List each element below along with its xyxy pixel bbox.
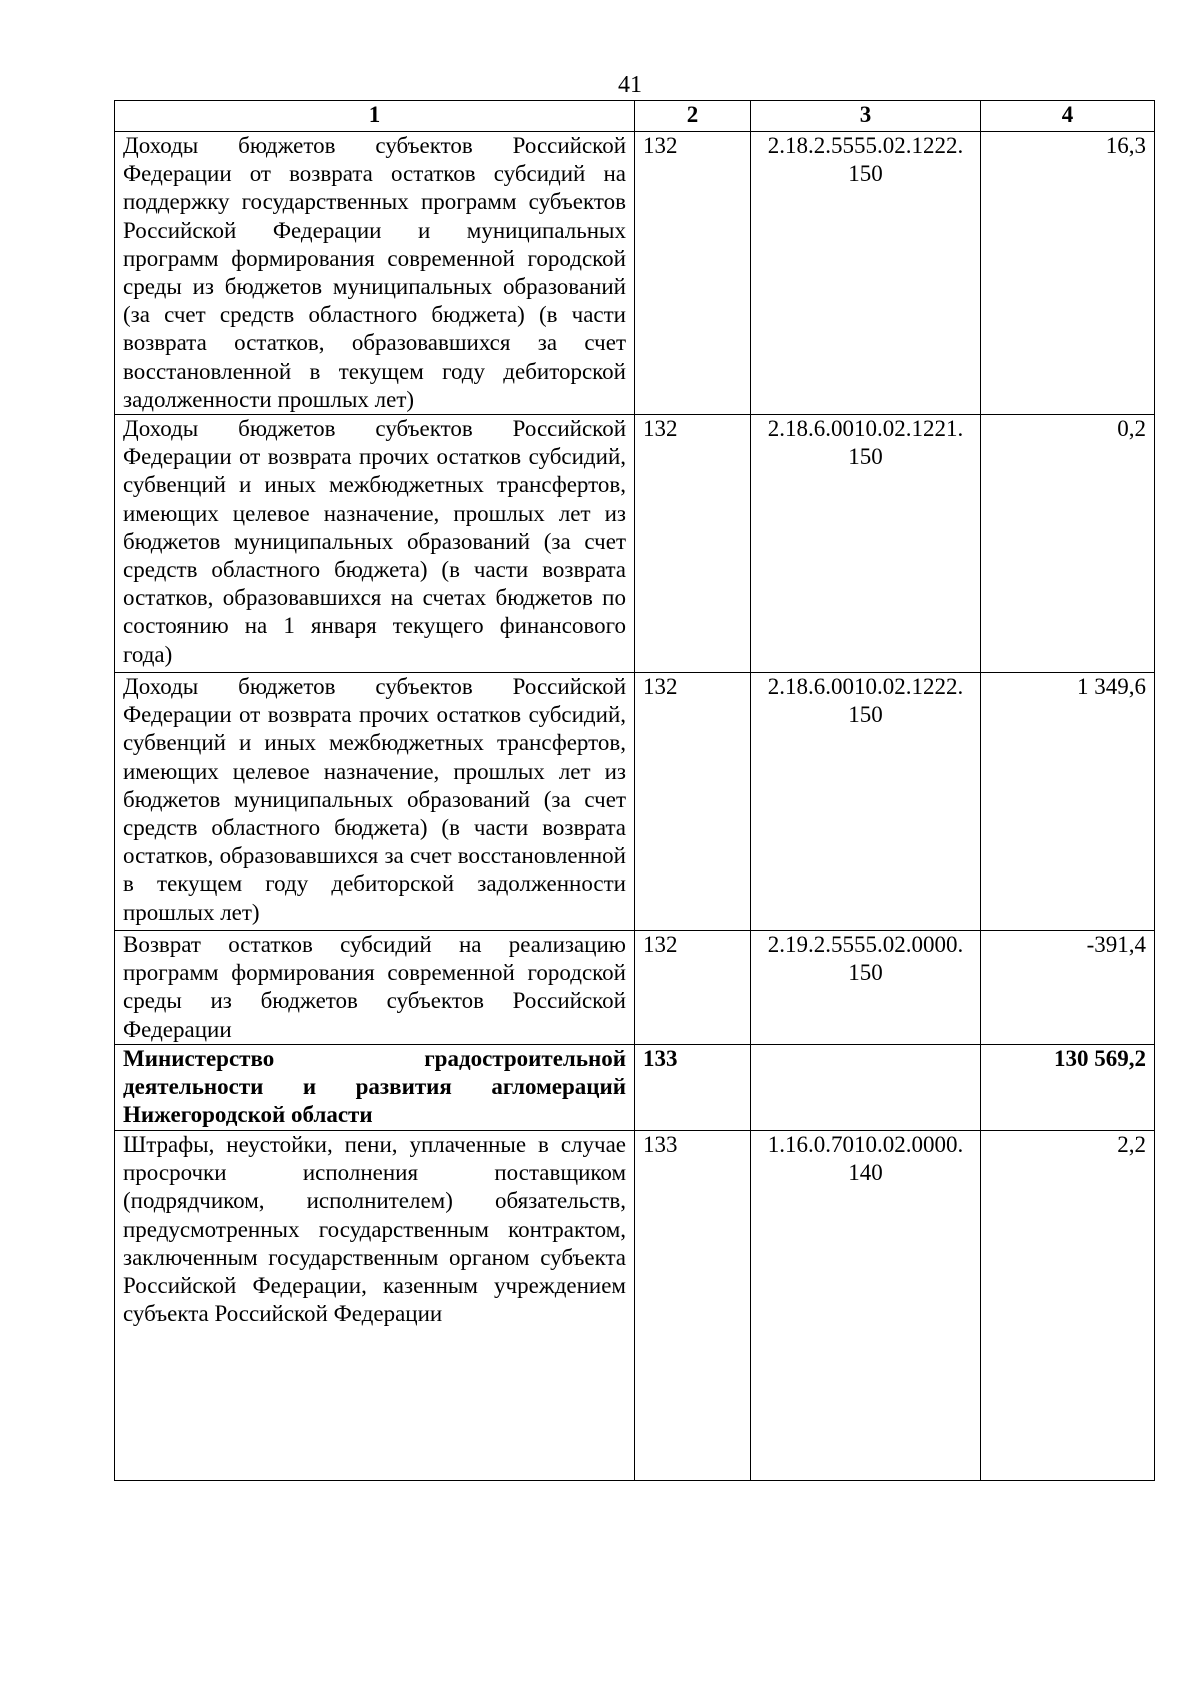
- row-amount: -391,4: [981, 931, 1155, 1045]
- row-admin-code: 133: [635, 1131, 751, 1481]
- row-amount: 0,2: [981, 415, 1155, 673]
- row-classification-code: [751, 673, 981, 931]
- row-classification-code: [751, 1045, 981, 1131]
- row-classification-code: [751, 931, 981, 1045]
- code-line-2: 140: [848, 1160, 883, 1186]
- row-amount: 130 569,2: [981, 1045, 1155, 1131]
- row-amount: 16,3: [981, 132, 1155, 415]
- column-header-1: 1: [115, 101, 635, 132]
- code-line-2: 150: [848, 161, 883, 187]
- row-admin-code: 132: [635, 931, 751, 1045]
- table-row: [115, 132, 1155, 415]
- row-description: Доходы бюджетов субъектов Российской Федерации от возврата прочих остатков субсидий, субвенций и иных межбюджетных трансфертов, имеющих целевое назначение, прошлых лет из бюджетов муниципальных образований (за счет средств областного бюджета) (в части возврата остатков, образовавшихся на счетах бюджетов по состоянию на 1 января текущего финансового года): [115, 415, 635, 673]
- row-description: Возврат остатков субсидий на реализацию программ формирования современной городской среды из бюджетов субъектов Российской Федерации: [115, 931, 635, 1045]
- table-row: [115, 1131, 1155, 1481]
- table-row: [115, 415, 1155, 673]
- table-header-row: [115, 101, 1155, 132]
- table-row: [115, 673, 1155, 931]
- row-admin-code: 132: [635, 415, 751, 673]
- code-line-2: 150: [848, 702, 883, 728]
- code-line-1: 2.18.6.0010.02.1222.: [767, 674, 964, 700]
- page-number: 41: [618, 72, 642, 98]
- table-row-ministry: [115, 1045, 1155, 1131]
- row-classification-code: [751, 415, 981, 673]
- row-admin-code: 132: [635, 132, 751, 415]
- row-classification-code: [751, 132, 981, 415]
- row-amount: 2,2: [981, 1131, 1155, 1481]
- row-description: Доходы бюджетов субъектов Российской Федерации от возврата прочих остатков субсидий, субвенций и иных межбюджетных трансфертов, имеющих целевое назначение, прошлых лет из бюджетов муниципальных образований (за счет средств областного бюджета) (в части возврата остатков, образовавшихся за счет восстановленной в текущем году дебиторской задолженности прошлых лет): [115, 673, 635, 931]
- code-line-1: 1.16.0.7010.02.0000.: [767, 1132, 964, 1158]
- code-line-2: 150: [848, 444, 883, 470]
- budget-revenue-table: [114, 100, 1155, 1481]
- row-description: Министерство градостроительной деятельности и развития агломераций Нижегородской области: [115, 1045, 635, 1131]
- row-classification-code: [751, 1131, 981, 1481]
- code-line-1: 2.19.2.5555.02.0000.: [767, 932, 964, 958]
- row-description: Доходы бюджетов субъектов Российской Федерации от возврата остатков субсидий на поддержку государственных программ субъектов Российской Федерации и муниципальных программ формирования современной городской среды из бюджетов муниципальных образований (за счет средств областного бюджета) (в части возврата остатков, образовавшихся за счет восстановленной в текущем году дебиторской задолженности прошлых лет): [115, 132, 635, 415]
- column-header-3: 3: [751, 101, 981, 132]
- column-header-2: 2: [635, 101, 751, 132]
- code-line-1: 2.18.2.5555.02.1222.: [767, 133, 964, 158]
- row-description: Штрафы, неустойки, пени, уплаченные в случае просрочки исполнения поставщиком (подрядчиком, исполнителем) обязательств, предусмотренных государственным контрактом, заключенным государственным органом субъекта Российской Федерации, казенным учреждением субъекта Российской Федерации: [115, 1131, 635, 1481]
- column-header-4: 4: [981, 101, 1155, 132]
- code-line-1: 2.18.6.0010.02.1221.: [767, 416, 964, 442]
- row-admin-code: 132: [635, 673, 751, 931]
- row-admin-code: 133: [635, 1045, 751, 1131]
- code-line-2: 150: [848, 960, 883, 986]
- row-amount: 1 349,6: [981, 673, 1155, 931]
- table-row: [115, 931, 1155, 1045]
